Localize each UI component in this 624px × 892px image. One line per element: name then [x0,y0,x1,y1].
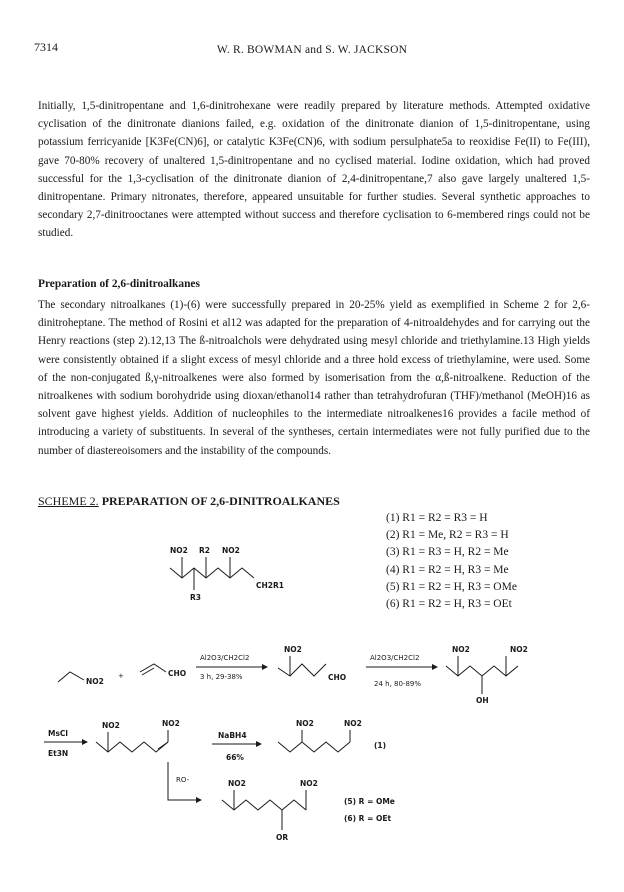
ch2r1-label: CH2R1 [256,581,284,590]
et3n-label: Et3N [48,749,69,758]
cho-label: CHO [328,673,347,682]
no2-label: NO2 [300,779,318,788]
nitroaldehyde [278,645,346,682]
running-head: W. R. BOWMAN and S. W. JACKSON [216,44,408,56]
step1-arrow [196,654,268,681]
legend-item: (6) R1 = R2 = H, R3 = OEt [386,598,512,611]
or-label: OR [276,833,289,842]
dinitroheptane [278,719,386,752]
acrolein [140,664,186,678]
step2-arrow [366,654,438,688]
legend-item: (2) R1 = Me, R2 = R3 = H [386,529,509,542]
nitroethane [58,672,104,686]
plus-sign: + [118,672,124,680]
legend-item: (5) R1 = R2 = H, R3 = OMe [386,580,517,593]
no2-label: NO2 [222,546,240,555]
no2-label: NO2 [162,719,180,728]
alkoxy-dinitroalkane [222,779,395,842]
no2-label: NO2 [284,645,302,654]
no2-label: NO2 [102,721,120,730]
legend-item: (3) R1 = R3 = H, R2 = Me [386,546,509,559]
step2-yield: 24 h, 80-89% [374,680,422,688]
r2-label: R2 [199,546,210,555]
step1-yield: 3 h, 29-38% [200,673,243,681]
paragraph-preparation: The secondary nitroalkanes (1)-(6) were successfully prepared in 20-25% yield as exemplified in Scheme 2 for 2,6-dinitroheptane. The method of Rosini et al12 was adapted for the preparation of 4-nitroaldehydes and for carrying out the Henry reactions (step 2).12,13 The ß-nitroalchols were dehydrated using mesyl chloride and triethylamine.13 High yields were consistently obtained if a slight excess of mesyl chloride and a three hold excess of triethylamine, were used. Some of the non-conjugated ß,γ-nitroalkenes were also formed by isomerisation from the α,ß-nitroalkene. Reduction of the nitroalkenes with sodium borohydride using dioxan/ethanol14 rather than tetrahydrofuran (THF)/methanol (MeOH)16 as solvent gave highest yields. Addition of nucleophiles to the intermediate nitroalkenes16 provides a facile method of introducing a variety of substituents. In several of the syntheses, certain intermediates were not fully purified due to the number of diastereoisomers and the instability of the compounds. [38,299,590,457]
scheme-label: SCHEME 2. [38,494,99,508]
no2-label: NO2 [170,546,188,555]
scheme-heading: PREPARATION OF 2,6-DINITROALKANES [101,494,340,508]
section-heading: Preparation of 2,6-dinitroalkanes [38,278,200,290]
step1-reagent: Al2O3/CH2Cl2 [200,654,250,662]
page-number: 7314 [34,40,58,54]
compound-1-label: (1) [374,741,387,750]
cho-label: CHO [168,669,187,678]
oh-label: OH [476,696,489,705]
no2-label: NO2 [228,779,246,788]
compound-5-label: (5) R = OMe [344,797,395,806]
general-structure [170,546,284,602]
step2-reagent: Al2O3/CH2Cl2 [370,654,420,662]
compound-6-label: (6) R = OEt [344,814,392,823]
nabh4-yield: 66% [226,753,244,762]
nitroalkene [96,719,180,752]
no2-label: NO2 [510,645,528,654]
mscl-label: MsCl [48,729,69,738]
no2-label: NO2 [344,719,362,728]
nabh4-label: NaBH4 [218,731,247,740]
no2-label: NO2 [296,719,314,728]
nabh4-arrow [212,731,262,762]
ro-minus-label: RO- [176,776,190,784]
no2-label: NO2 [86,677,104,686]
alkoxide-arrow [168,762,202,803]
no2-label: NO2 [452,645,470,654]
mscl-arrow [44,729,88,758]
legend-item: (1) R1 = R2 = R3 = H [386,512,488,524]
nitroalcohol [446,645,528,705]
legend-item: (4) R1 = R2 = H, R3 = Me [386,563,509,576]
r3-label: R3 [190,593,201,602]
paragraph-intro: Initially, 1,5-dinitropentane and 1,6-dinitrohexane were readily prepared by literature methods. Attempted oxidative cyclisation of the dinitronate dianions failed, e.g. oxidation of the dinitronate dianion of 1,5-dinitropentane, using potassium ferricyanide [K3Fe(CN)6], or catalytic K3Fe(CN)6, with sodium persulphate5a to reoxidise Fe(II) to Fe(III), gave 70-80% recovery of unaltered 1,5-dinitropentane and no cyclised material. Iodine oxidation, which had proved successful for the 1,3-cyclisation of the dinitronate dianion of 2,4-dinitropentane,7 also gave largely unaltered 1,5-dinitropentane. Primary nitronates, therefore, appeared unsuitable for further studies. Several synthetic approaches to secondary 2,7-dinitrooctanes were attempted without success and therefore cyclisation to 6-membered rings could not be studied. [38,100,590,240]
